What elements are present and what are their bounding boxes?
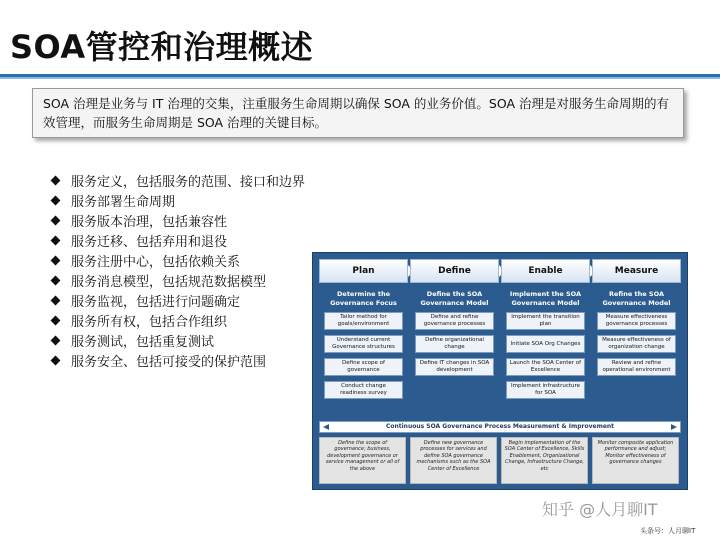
bullet-text: 服务迁移、包括弃用和退役 [71,234,228,250]
phase-measure [592,259,681,421]
bullet-item [50,190,305,210]
bullet-text: 服务版本治理，包括兼容性 [71,214,228,230]
diamond-bullet-icon [51,275,61,285]
phase-define [410,259,499,421]
intro-box: SOA 治理是业务与 IT 治理的交集，注重服务生命周期以确保 SOA 的业务价值。SOA 治理是对服务生命周期的有效管理，而服务生命周期是 SOA 治理的关键目标。 [32,88,684,138]
bullet-item [50,330,305,350]
phase-description: Define the scope of governance; business, development governance or service management or all of the above [319,437,406,484]
diamond-bullet-icon [51,215,61,225]
phase-description: Define new governance processes for services and define SOA governance mechanisms such as the SOA Center of Excellence [410,437,497,484]
diamond-bullet-icon [51,175,61,185]
phase-title: Define [410,259,499,283]
phase-step: Understand current Governance structures [324,335,403,353]
diamond-bullet-icon [51,195,61,205]
bullet-text: 服务部署生命周期 [71,194,176,210]
phase-subtitle: Define the SOA Governance Model [420,290,489,307]
bullet-text: 服务测试，包括重复测试 [71,334,215,350]
bullet-list [50,170,305,370]
phase-step: Measure effectiveness of organization change [597,335,676,353]
diamond-bullet-icon [51,335,61,345]
phase-step: Define scope of governance [324,358,403,376]
phase-step: Define and refine governance processes [415,312,494,330]
phase-subtitle: Implement the SOA Governance Model [509,290,582,307]
bullet-item [50,350,305,370]
diamond-bullet-icon [51,255,61,265]
bullet-item [50,170,305,190]
bullet-text: 服务安全、包括可接受的保护范围 [71,354,267,370]
phase-description: Monitor composite application performance and adjust; Monitor effectiveness of governance changes [592,437,679,484]
phase-step: Implement infrastructure for SOA [506,381,585,399]
phase-subtitle: Refine the SOA Governance Model [602,290,671,307]
phase-step: Define IT changes in SOA development [415,358,494,376]
phase-title: Enable [501,259,590,283]
watermark: 知乎 @人月聊IT [542,500,658,519]
bullet-text: 服务定义，包括服务的范围、接口和边界 [71,174,306,190]
phase-subtitle: Determine the Governance Focus [330,290,397,307]
phase-plan [319,259,408,421]
bullet-text: 服务监视，包括进行问题确定 [71,294,241,310]
phase-title: Plan [319,259,408,283]
bar-label: Continuous SOA Governance Process Measurement & Improvement [385,423,615,430]
governance-diagram [312,252,688,490]
slide-title: SOA管控和治理概述 [10,28,314,66]
bullet-item [50,290,305,310]
title-divider [0,74,720,79]
source-label: 头条号：人月聊IT [640,527,696,535]
bullet-text: 服务注册中心，包括依赖关系 [71,254,241,270]
phase-step: Define organizational change [415,335,494,353]
phase-description: Begin implementation of the SOA Center of Excellence, Skills Enablement, Organizational Change, Infrastructure Change, etc [501,437,588,484]
phase-step: Launch the SOA Center of Excellence [506,358,585,376]
arrow-right-icon [671,424,677,430]
phase-enable [501,259,590,421]
bullet-item [50,210,305,230]
phase-step: Review and refine operational environment [597,358,676,376]
bullet-text: 服务消息模型，包括规范数据模型 [71,274,267,290]
phase-step: Conduct change readiness survey [324,381,403,399]
bullet-text: 服务所有权，包括合作组织 [71,314,228,330]
continuous-improvement-bar [319,421,681,433]
bullet-item [50,230,305,250]
phase-step: Initiate SOA Org Changes [506,335,585,353]
diamond-bullet-icon [51,295,61,305]
diamond-bullet-icon [51,355,61,365]
diamond-bullet-icon [51,315,61,325]
diamond-bullet-icon [51,235,61,245]
bullet-item [50,270,305,290]
bullet-item [50,250,305,270]
phase-step: Tailor method for goals/environment [324,312,403,330]
arrow-left-icon [323,424,329,430]
phase-step: Implement the transition plan [506,312,585,330]
phase-step: Measure effectiveness governance processes [597,312,676,330]
phase-title: Measure [592,259,681,283]
bullet-item [50,310,305,330]
